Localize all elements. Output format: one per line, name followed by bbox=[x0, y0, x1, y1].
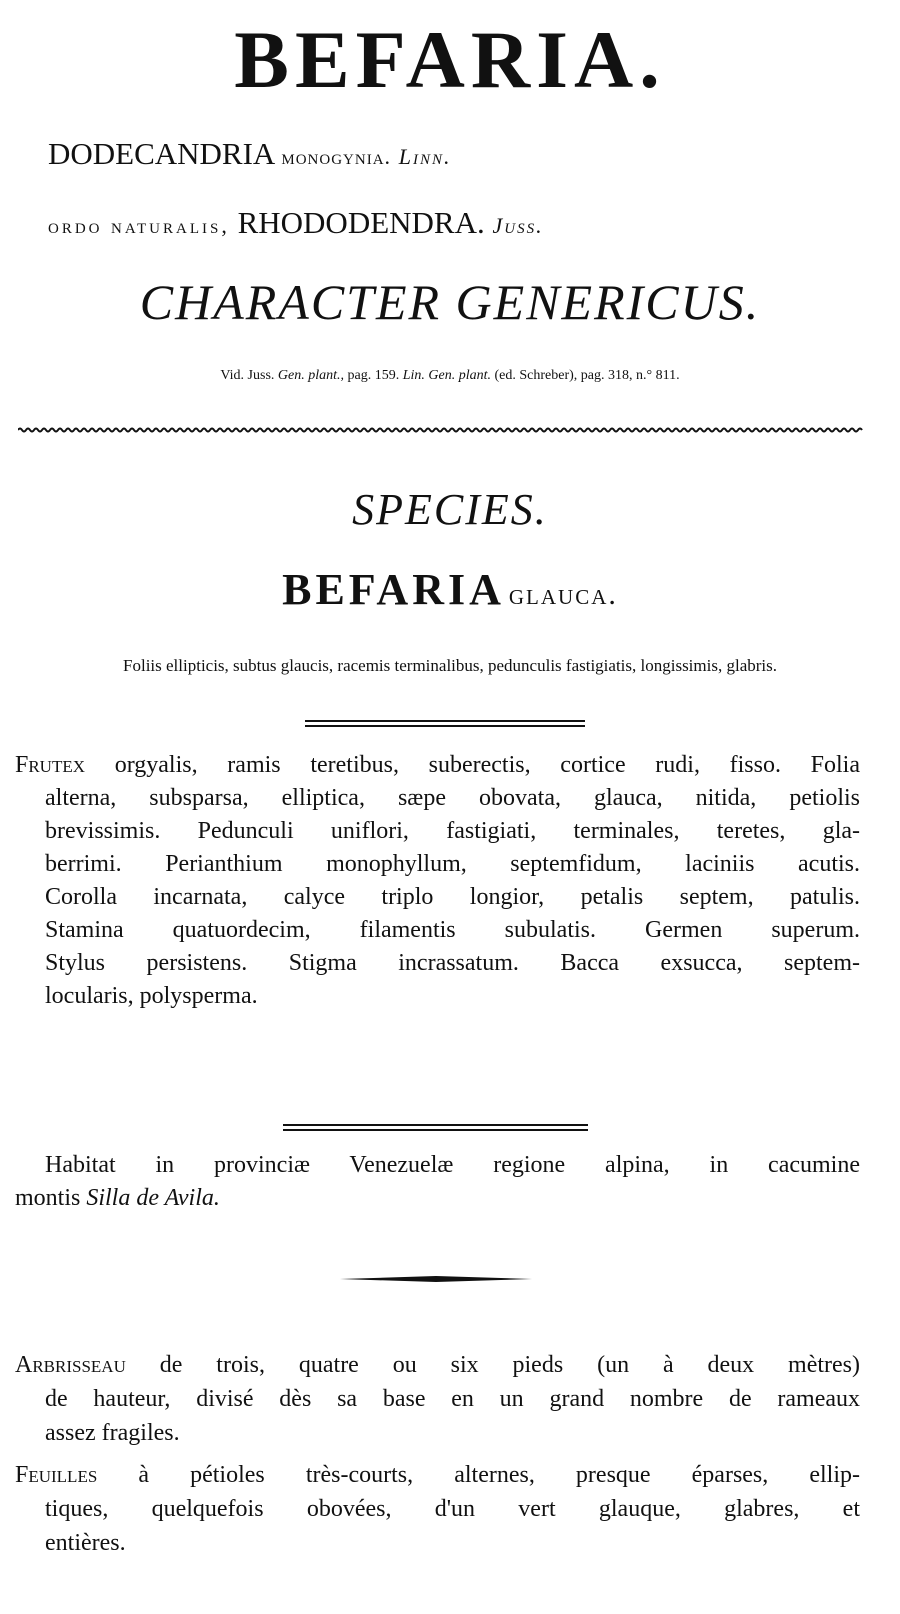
description-line: assez fragiles. bbox=[45, 1420, 180, 1446]
classification-line bbox=[48, 134, 452, 177]
natural-order-name: RHODODENDRA. bbox=[237, 205, 485, 240]
description-line: entières. bbox=[45, 1530, 126, 1556]
description-line: de hauteur, divisé dès sa base en un grand nombre de rameaux bbox=[45, 1386, 860, 1412]
line-text: de trois, quatre ou six pieds (un à deux mètres) bbox=[159, 1352, 861, 1378]
wavy-rule bbox=[18, 426, 863, 434]
citation bbox=[0, 366, 900, 386]
habitat-line: Habitat in provinciæ Venezuelæ regione alpina, in cacumine bbox=[45, 1152, 860, 1178]
double-rule bbox=[305, 720, 585, 727]
locality: Silla de Avila. bbox=[86, 1185, 220, 1211]
lead-word: Frutex bbox=[15, 752, 86, 778]
description-line: brevissimis. Pedunculi uniflori, fastigiati, terminales, teretes, gla- bbox=[45, 818, 860, 844]
description-line: Corolla incarnata, calyce triplo longior, petalis septem, patulis. bbox=[45, 884, 860, 910]
character-heading: CHARACTER GENERICUS. bbox=[139, 274, 761, 330]
description-line bbox=[15, 750, 860, 780]
habitat-line bbox=[15, 1183, 220, 1213]
lead-word: Arbrisseau bbox=[15, 1352, 126, 1378]
citation-part: (ed. Schreber), pag. 318, n.° 811. bbox=[494, 368, 680, 383]
description-line bbox=[15, 1350, 860, 1380]
species-epithet: glauca. bbox=[508, 578, 618, 611]
natural-order-line bbox=[48, 203, 544, 246]
natural-order-label: ordo naturalis, bbox=[48, 213, 230, 238]
lead-word: Feuilles bbox=[15, 1462, 98, 1488]
author: Linn. bbox=[398, 144, 452, 169]
species-genus: BEFARIA bbox=[282, 565, 505, 614]
species-heading: SPECIES. bbox=[352, 485, 548, 534]
line-text: montis bbox=[15, 1185, 81, 1211]
description-line: alterna, subsparsa, elliptica, sæpe obovata, glauca, nitida, petiolis bbox=[45, 785, 860, 811]
description-line: Stylus persistens. Stigma incrassatum. Bacca exsucca, septem- bbox=[45, 950, 860, 976]
description-line: berrimi. Perianthium monophyllum, septemfidum, laciniis acutis. bbox=[45, 851, 860, 877]
description-line: Stamina quatuordecim, filamentis subulatis. Germen superum. bbox=[45, 917, 860, 943]
citation-part: Vid. Juss. bbox=[220, 368, 275, 383]
class-name: DODECANDRIA bbox=[48, 136, 274, 171]
citation-part: Gen. plant., bbox=[277, 368, 345, 383]
description-line: tiques, quelquefois obovées, d'un vert glauque, glabres, et bbox=[45, 1496, 860, 1522]
description-line: locularis, polysperma. bbox=[45, 983, 258, 1009]
description-line bbox=[15, 1460, 860, 1490]
genus-title: BEFARIA. bbox=[234, 14, 666, 105]
double-rule bbox=[283, 1124, 588, 1131]
line-text: orgyalis, ramis teretibus, suberectis, cortice rudi, fisso. Folia bbox=[114, 752, 861, 778]
natural-order-author: Juss. bbox=[492, 213, 544, 238]
tapered-rule bbox=[340, 1275, 532, 1283]
species-name bbox=[0, 562, 900, 628]
citation-part: pag. 159. bbox=[347, 368, 400, 383]
line-text: à pétioles très-courts, alternes, presque éparses, ellip- bbox=[138, 1462, 861, 1488]
citation-part: Lin. Gen. plant. bbox=[402, 368, 492, 383]
diagnosis: Foliis ellipticis, subtus glaucis, racemis terminalibus, pedunculis fastigiatis, longissimis, glabris. bbox=[123, 656, 777, 675]
order-name: monogynia. bbox=[281, 144, 392, 169]
